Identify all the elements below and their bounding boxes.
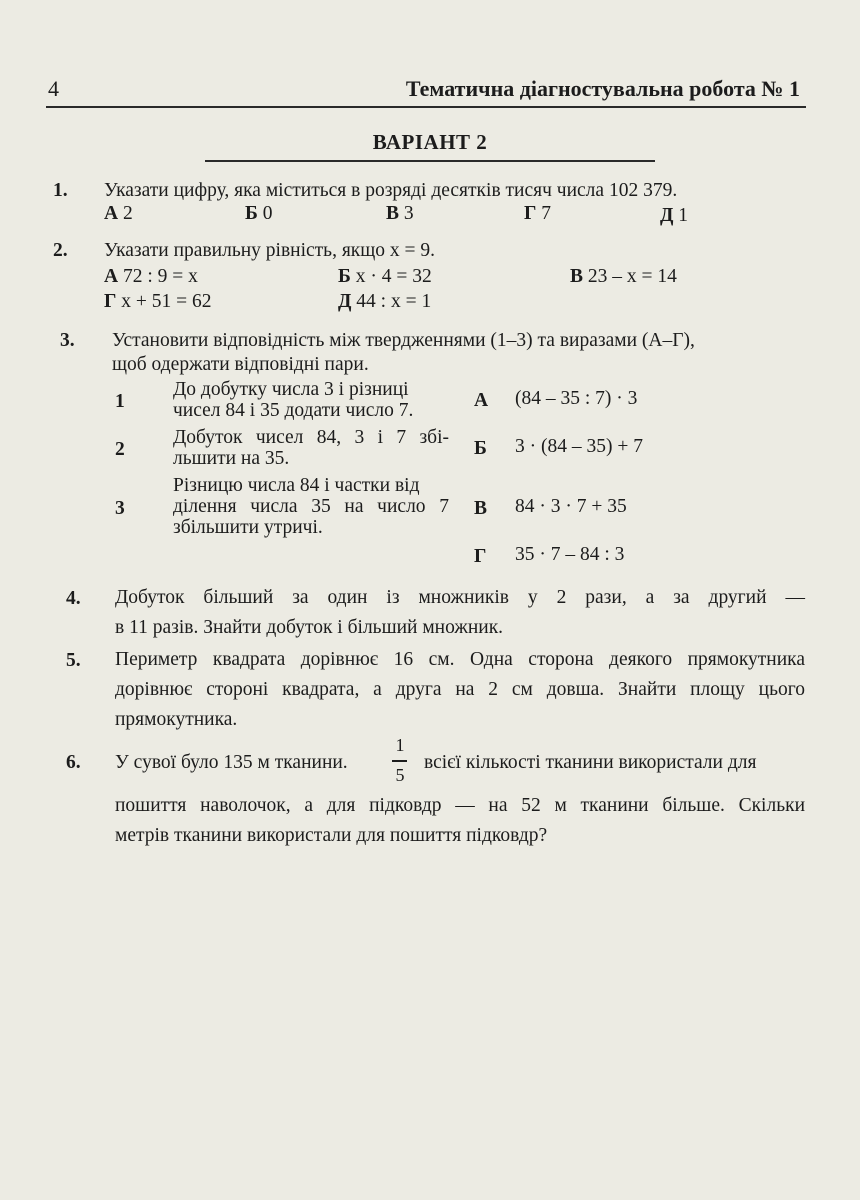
expression-letter: Б [474, 438, 487, 459]
q2-option-c [570, 266, 677, 288]
q5-line: Периметр квадрата дорівнює 16 см. Одна сторона деякого прямокутника [115, 649, 805, 670]
q1-number: 1. [53, 180, 68, 201]
statement-line: ділення числа 35 на число 7 [173, 496, 449, 517]
q4-line: Добуток більший за один із множників у 2 рази, а за другий — [115, 587, 805, 608]
option-value: 44 : x = 1 [356, 291, 432, 312]
expression-letter: В [474, 498, 488, 519]
statement-line: Добуток чисел 84, 3 і 7 збі- [173, 427, 449, 448]
option-letter: Г [524, 203, 537, 224]
option-value: 72 : 9 = x [122, 266, 198, 287]
q1-option-d [524, 203, 551, 225]
q2-option-e [338, 291, 431, 313]
q3-text-line2: щоб одержати відповідні пари. [112, 354, 369, 375]
q4-line: в 11 разів. Знайти добуток і більший множник. [115, 617, 504, 638]
option-value: 1 [678, 205, 689, 226]
q2-option-b [338, 266, 432, 288]
option-letter: В [386, 203, 400, 224]
option-letter: Б [338, 266, 351, 287]
option-letter: А [104, 203, 119, 224]
q1-option-b [245, 203, 273, 225]
fraction-numerator: 1 [395, 735, 405, 755]
option-value: 0 [262, 203, 273, 224]
header-rule [46, 106, 806, 108]
statement-number: 2 [115, 439, 125, 460]
statement-number: 3 [115, 498, 125, 519]
q3-number: 3. [60, 330, 75, 351]
q6-line: метрів тканини використали для пошиття підковдр? [115, 825, 548, 846]
expression-b: 3 · (84 – 35) + 7 [515, 436, 643, 457]
q2-option-a [104, 266, 198, 288]
q2-text: Указати правильну рівність, якщо x = 9. [104, 240, 436, 261]
expression-c: 84 · 3 · 7 + 35 [515, 496, 627, 517]
variant-title: ВАРІАНТ 2 [372, 130, 488, 154]
q2-option-d [104, 291, 212, 313]
statement-line: Різницю числа 84 і частки від [173, 475, 420, 496]
statement-line: чисел 84 і 35 додати число 7. [173, 400, 414, 421]
option-letter: В [570, 266, 584, 287]
q4-number: 4. [66, 588, 81, 609]
q3-text-line1: Установити відповідність між твердженнями (1–3) та виразами (А–Г), [112, 330, 695, 351]
q5-line: дорівнює стороні квадрата, а друга на 2 см довша. Знайти площу цього [115, 679, 805, 700]
statement-3 [173, 475, 449, 538]
q6-line1-after: всієї кількості тканини використали для [424, 752, 757, 773]
expression-a: (84 – 35 : 7) · 3 [515, 388, 638, 409]
q1-text: Указати цифру, яка міститься в розряді десятків тисяч числа 102 379. [104, 180, 678, 201]
option-letter: Д [338, 291, 352, 312]
expression-letter: А [474, 390, 489, 411]
q1-option-e [660, 205, 688, 227]
option-letter: А [104, 266, 119, 287]
option-value: 7 [541, 203, 552, 224]
option-value: 23 – x = 14 [587, 266, 677, 287]
expression-d: 35 · 7 – 84 : 3 [515, 544, 625, 565]
expression-letter: Г [474, 546, 487, 567]
option-value: x + 51 = 62 [121, 291, 212, 312]
q6-line: пошиття наволочок, а для підковдр — на 52 м тканини більше. Скільки [115, 795, 805, 816]
page-number: 4 [48, 76, 59, 101]
q2-number: 2. [53, 240, 68, 261]
statement-line: До добутку числа 3 і різниці [173, 379, 409, 400]
q1-option-a [104, 203, 133, 225]
q6-line1-before: У сувої було 135 м тканини. [115, 752, 348, 773]
q5-number: 5. [66, 650, 81, 671]
statement-line: льшити на 35. [173, 448, 290, 469]
statement-1 [173, 379, 449, 421]
statement-line: збільшити утричі. [173, 517, 323, 538]
fraction-bar [392, 760, 407, 762]
q5-text [115, 645, 805, 735]
q1-option-c [386, 203, 414, 225]
running-header-title: Тематична діагностувальна робота № 1 [405, 76, 800, 101]
variant-rule [205, 160, 655, 162]
statement-number: 1 [115, 391, 125, 412]
q6-text [115, 791, 805, 851]
q5-line: прямокутника. [115, 709, 238, 730]
option-value: 2 [122, 203, 133, 224]
q4-text [115, 583, 805, 643]
option-letter: Д [660, 205, 674, 226]
option-letter: Г [104, 291, 117, 312]
statement-2 [173, 427, 449, 469]
option-value: x · 4 = 32 [355, 266, 432, 287]
fraction-denominator: 5 [395, 765, 405, 785]
option-letter: Б [245, 203, 258, 224]
q6-number: 6. [66, 752, 81, 773]
option-value: 3 [403, 203, 414, 224]
